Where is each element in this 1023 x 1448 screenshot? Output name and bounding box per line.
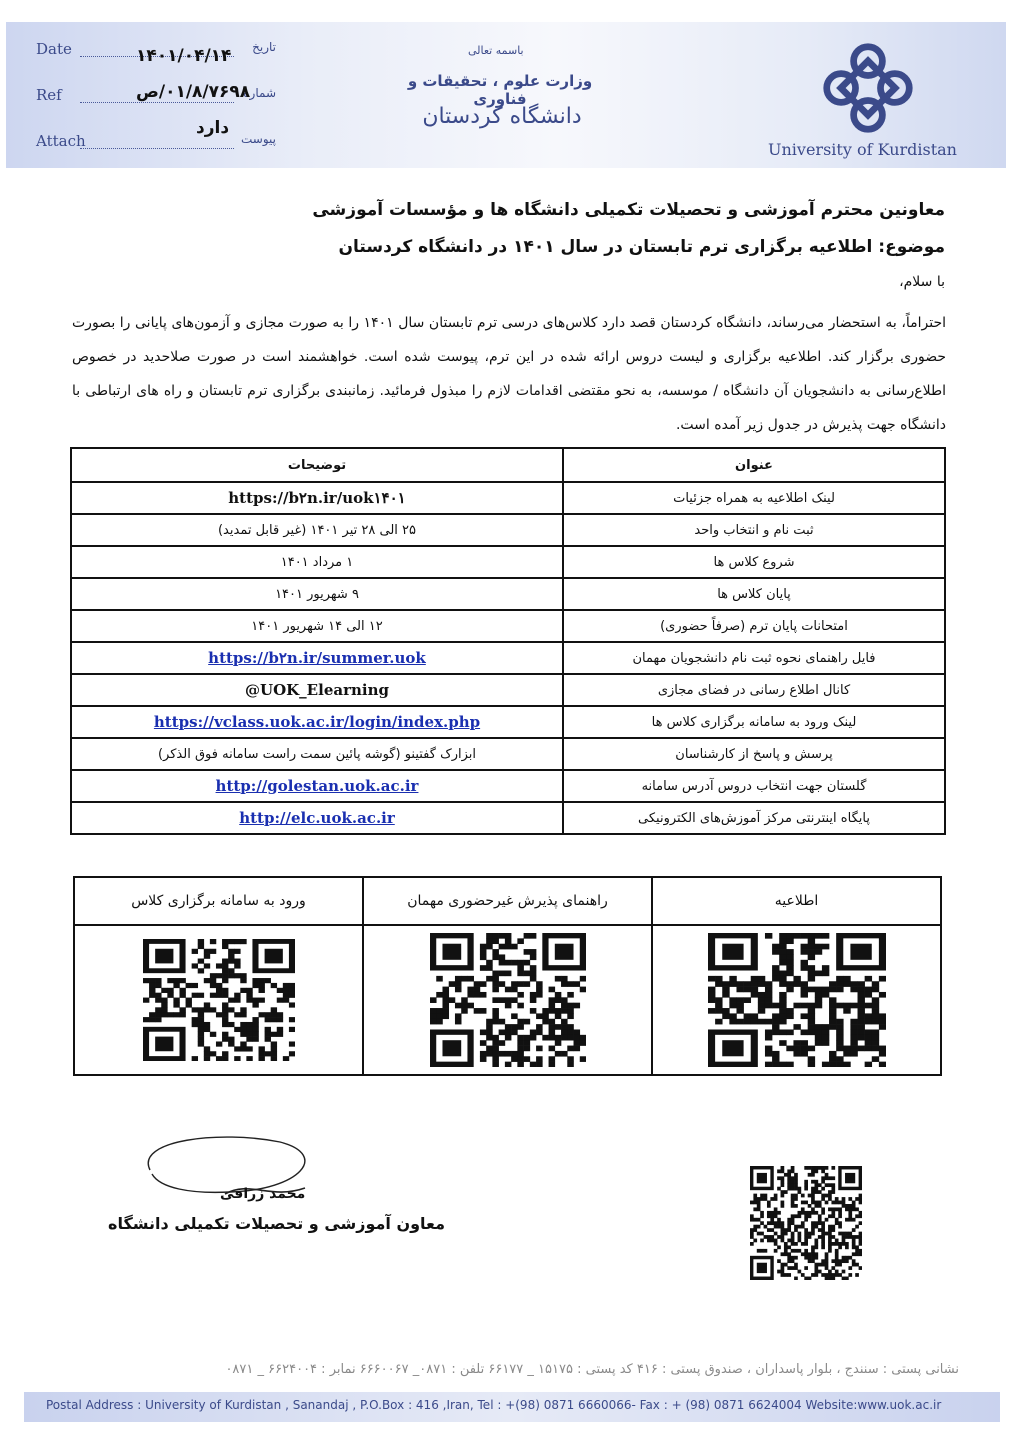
ministry-name: وزارت علوم ، تحقیقات و فناوری xyxy=(407,72,593,108)
table-row xyxy=(71,738,945,770)
ref-value: ۰۱/۸/۷۶۹۸/ص xyxy=(136,82,251,102)
row-title: لینک اطلاعیه به همراه جزئیات xyxy=(563,482,945,514)
row-title: پایان کلاس ها xyxy=(563,578,945,610)
table-row xyxy=(71,482,945,514)
elc-link[interactable]: http://elc.uok.ac.ir xyxy=(239,809,395,827)
letter-meta xyxy=(36,36,276,156)
row-desc xyxy=(71,770,563,802)
qr-header-row xyxy=(74,877,941,925)
ref-label-en: Ref xyxy=(36,86,62,104)
announcement-link[interactable]: https://b۲n.ir/uok۱۴۰۱ xyxy=(228,489,406,507)
header-desc: توضیحات xyxy=(71,448,563,482)
row-desc xyxy=(71,482,563,514)
table-row xyxy=(71,578,945,610)
row-title: فایل راهنمای نحوه ثبت نام دانشجویان مهمان xyxy=(563,642,945,674)
qr-cell xyxy=(652,925,941,1075)
qr-code-icon[interactable] xyxy=(430,933,586,1067)
date-label-en: Date xyxy=(36,40,72,58)
guide-link[interactable]: https://b۲n.ir/summer.uok xyxy=(208,649,426,667)
row-desc: ۹ شهریور ۱۴۰۱ xyxy=(71,578,563,610)
attach-label-en: Attach xyxy=(36,132,86,150)
channel-handle[interactable]: @UOK_Elearning xyxy=(245,681,389,699)
letter-body: احتراماً، به استحضار می‌رساند، دانشگاه کردستان قصد دارد کلاس‌های درسی ترم تابستان سال ۱۴۰۱ را به صورت مجازی و آزمون‌های پایانی را بصورت حضوری برگزار کند. اطلاعیه برگزاری و لیست دروس ارائه شده در این ترم، پیوست شده است. خواهشمند است در صورت صلاحدید در خصوص اطلاع‌رسانی به دانشجویان آن دانشگاه / موسسه، به نحو مقتضی اقدامات لازم را مبذول فرمائید. زمانبندی برگزاری ترم تابستان و راه های ارتباطی با دانشگاه جهت پذیرش در جدول زیر آمده است. xyxy=(72,315,946,433)
row-desc xyxy=(71,642,563,674)
qr-code-icon[interactable] xyxy=(143,939,295,1061)
addressee: معاونین محترم آموزشی و تحصیلات تکمیلی دانشگاه ها و مؤسسات آموزشی xyxy=(312,200,945,220)
row-title: پایگاه اینترنتی مرکز آموزش‌های الکترونیکی xyxy=(563,802,945,834)
qr-header-vclass: ورود به سامانه برگزاری کلاس xyxy=(74,877,363,925)
university-name-en: University of Kurdistan xyxy=(768,140,957,159)
row-title: کانال اطلاع رسانی در فضای مجازی xyxy=(563,674,945,706)
attach-row xyxy=(36,118,276,158)
schedule-table xyxy=(70,447,946,835)
document-qr-code-icon[interactable] xyxy=(750,1166,862,1280)
row-title: گلستان جهت انتخاب دروس آدرس سامانه xyxy=(563,770,945,802)
table-row xyxy=(71,642,945,674)
row-desc xyxy=(71,674,563,706)
header-title: عنوان xyxy=(563,448,945,482)
row-desc: ۱ مرداد ۱۴۰۱ xyxy=(71,546,563,578)
basmala: باسمه تعالی xyxy=(468,44,524,57)
qr-cell xyxy=(363,925,652,1075)
qr-header-announcement: اطلاعیه xyxy=(652,877,941,925)
row-title: ثبت نام و انتخاب واحد xyxy=(563,514,945,546)
table-row xyxy=(71,706,945,738)
attach-dots xyxy=(80,148,234,149)
table-header-row xyxy=(71,448,945,482)
qr-cell xyxy=(74,925,363,1075)
row-title: پرسش و پاسخ از کارشناسان xyxy=(563,738,945,770)
table-row xyxy=(71,802,945,834)
ref-dots xyxy=(80,102,234,103)
table-row xyxy=(71,514,945,546)
greeting: با سلام، xyxy=(899,274,945,290)
table-row xyxy=(71,546,945,578)
vclass-link[interactable]: https://vclass.uok.ac.ir/login/index.php xyxy=(153,713,481,731)
signer-title: معاون آموزشی و تحصیلات تکمیلی دانشگاه xyxy=(108,1214,445,1233)
row-desc: ۲۵ الی ۲۸ تیر ۱۴۰۱ (غیر قابل تمدید) xyxy=(71,514,563,546)
row-title: شروع کلاس ها xyxy=(563,546,945,578)
university-name-fa: دانشگاه کردستان xyxy=(422,104,582,129)
qr-code-row xyxy=(74,925,941,1075)
row-desc: ۱۲ الی ۱۴ شهریور ۱۴۰۱ xyxy=(71,610,563,642)
row-title: امتحانات پایان ترم (صرفاً حضوری) xyxy=(563,610,945,642)
table-row xyxy=(71,674,945,706)
attach-value: دارد xyxy=(196,118,230,138)
ref-label-fa: شماره xyxy=(243,86,276,100)
date-value: ۱۴۰۱/۰۴/۱۴ xyxy=(136,46,232,66)
table-row xyxy=(71,770,945,802)
qr-code-icon[interactable] xyxy=(708,933,886,1067)
subject-line: موضوع: اطلاعیه برگزاری ترم تابستان در سال ۱۴۰۱ در دانشگاه کردستان xyxy=(338,237,945,257)
row-desc xyxy=(71,802,563,834)
row-desc: ابزارک گفتینو (گوشه پائین سمت راست سامانه فوق الذکر) xyxy=(71,738,563,770)
footer-address-fa: نشانی پستی : سنندج ، بلوار پاسداران ، صندوق پستی : ۴۱۶ کد پستی : ۱۵۱۷۵ _ ۶۶۱۷۷ تلفن : ۰۸۷۱_ ۶۶۶۰۰۶۷ نمابر : ۶۶۲۴۰۰۴ _ ۰۸۷۱ xyxy=(225,1362,959,1377)
date-row xyxy=(36,36,276,66)
footer-address-en: Postal Address : University of Kurdistan , Sanandaj , P.O.Box : 416 ,Iran, Tel : +(98) 0871 6660066- Fax : + (98) 0871 6624004 Website:www.uok.ac.ir xyxy=(46,1398,942,1412)
university-logo-icon xyxy=(820,40,916,136)
row-desc xyxy=(71,706,563,738)
golestan-link[interactable]: http://golestan.uok.ac.ir xyxy=(215,777,419,795)
attach-label-fa: پیوست xyxy=(241,132,276,146)
date-label-fa: تاریخ xyxy=(252,40,276,54)
table-row xyxy=(71,610,945,642)
ref-row xyxy=(36,82,276,112)
qr-header-guide: راهنمای پذیرش غیرحضوری مهمان xyxy=(363,877,652,925)
qr-table xyxy=(73,876,942,1076)
signer-name: محمد زراقی xyxy=(220,1186,306,1202)
row-title: لینک ورود به سامانه برگزاری کلاس ها xyxy=(563,706,945,738)
